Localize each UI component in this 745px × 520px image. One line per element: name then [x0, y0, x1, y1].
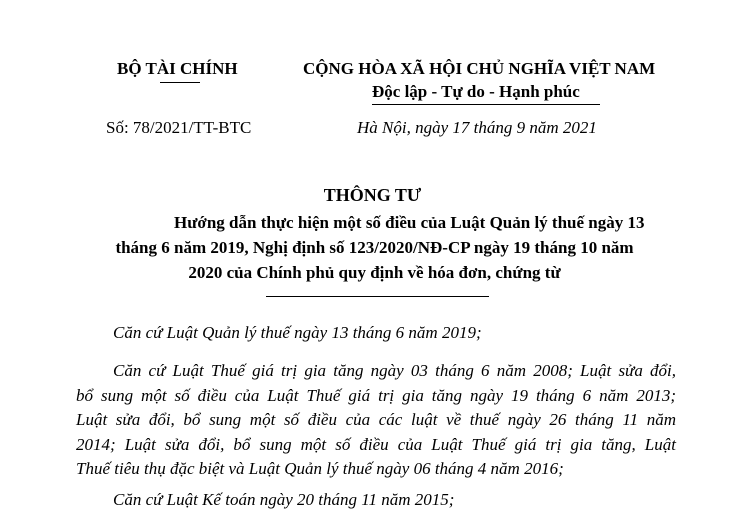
subject-line: 2020 của Chính phủ quy định về hóa đơn, chứng từ [188, 263, 561, 282]
document-subject [112, 210, 645, 285]
subject-underline [266, 296, 489, 297]
authority-underline [160, 82, 200, 83]
place-and-date: Hà Nội, ngày 17 tháng 9 năm 2021 [357, 118, 597, 137]
subject-line: tháng 6 năm 2019, Nghị định số 123/2020/NĐ-CP ngày 19 tháng 10 năm [115, 238, 634, 257]
paragraph-line: Căn cứ Luật Kế toán ngày 20 tháng 11 năm 2015; [113, 490, 455, 509]
paragraph-line: Thuế tiêu thụ đặc biệt và Luật Quản lý thuế ngày 06 tháng 4 năm 2016; [76, 459, 564, 478]
national-title: CỘNG HÒA XÃ HỘI CHỦ NGHĨA VIỆT NAM [303, 59, 656, 78]
paragraph-line: Luật sửa đổi, bổ sung một số điều của các luật về thuế ngày 26 tháng 11 năm [76, 410, 676, 429]
paragraph-line: bổ sung một số điều của Luật Thuế giá trị gia tăng ngày 19 tháng 6 năm 2013; [76, 385, 676, 405]
legal-basis-paragraph [76, 359, 676, 482]
issuing-authority: BỘ TÀI CHÍNH [117, 59, 238, 78]
paragraph-line: Căn cứ Luật Thuế giá trị gia tăng ngày 03 tháng 6 năm 2008; Luật sửa đổi, [113, 361, 676, 380]
legal-basis-paragraph [76, 321, 676, 346]
paragraph-line: 2014; Luật sửa đổi, bổ sung một số điều của Luật Thuế giá trị gia tăng, Luật [76, 434, 676, 454]
national-motto: Độc lập - Tự do - Hạnh phúc [372, 82, 580, 101]
legal-basis-paragraph [76, 488, 676, 513]
document-type-title: THÔNG TƯ [323, 185, 422, 205]
paragraph-line: Căn cứ Luật Quản lý thuế ngày 13 tháng 6 năm 2019; [113, 323, 482, 342]
motto-underline [372, 104, 600, 105]
document-number: Số: 78/2021/TT-BTC [106, 118, 252, 137]
subject-line: Hướng dẫn thực hiện một số điều của Luật Quản lý thuế ngày 13 [174, 213, 645, 232]
